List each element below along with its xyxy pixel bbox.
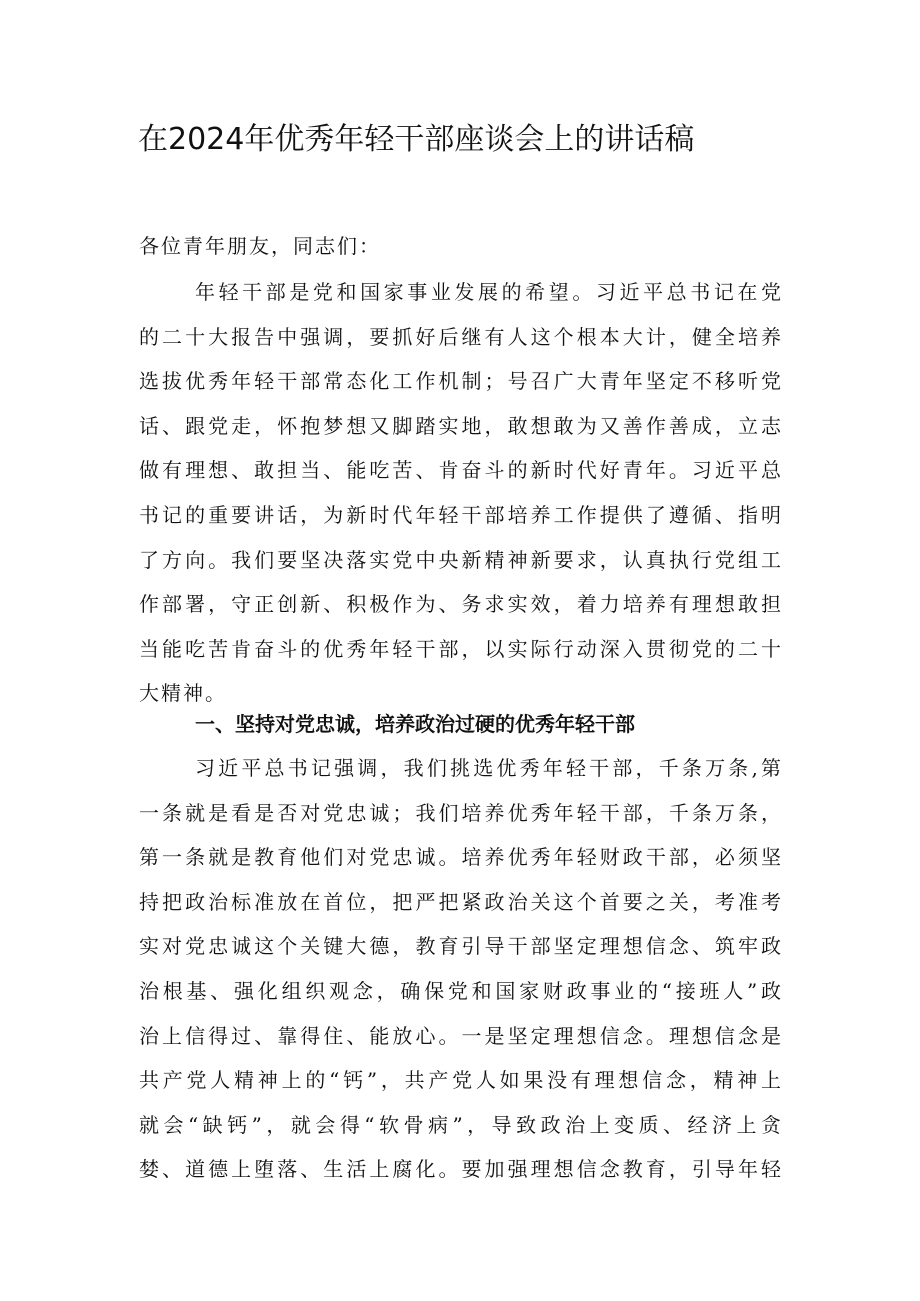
paragraph-line: 年轻干部是党和国家事业发展的希望。习近平总书记在党	[195, 280, 781, 304]
paragraph-line: 治根基、强化组织观念，确保党和国家财政事业的“接班人”政	[139, 978, 781, 1003]
paragraph-line: 习近平总书记强调，我们挑选优秀年轻干部，千条万条,第	[195, 756, 781, 780]
paragraph-line: 持把政治标准放在首位，把严把紧政治关这个首要之关，考准考	[139, 889, 781, 914]
paragraph-section1	[139, 746, 781, 1192]
paragraph-line: 大精神。	[139, 681, 227, 706]
paragraph-line: 婪、道德上堕落、生活上腐化。要加强理想信念教育，引导年轻	[139, 1157, 781, 1182]
greeting: 各位青年朋友，同志们：	[139, 234, 381, 258]
paragraph-line: 治上信得过、靠得住、能放心。一是坚定理想信念。理想信念是	[139, 1023, 781, 1048]
paragraph-line: 作部署，守正创新、积极作为、务求实效，着力培养有理想敢担	[139, 592, 781, 617]
section-heading: 一、坚持对党忠诚，培养政治过硬的优秀年轻干部	[195, 712, 635, 736]
document-title: 在2024年优秀年轻干部座谈会上的讲话稿	[138, 122, 695, 157]
paragraph-line: 选拔优秀年轻干部常态化工作机制；号召广大青年坚定不移听党	[139, 369, 781, 394]
paragraph-line: 的二十大报告中强调，要抓好后继有人这个根本大计，健全培养	[139, 324, 781, 349]
paragraph-line: 第一条就是教育他们对党忠诚。培养优秀年轻财政干部，必须坚	[139, 845, 781, 870]
paragraph-line: 就会“缺钙”，就会得“软骨病”，导致政治上变质、经济上贪	[139, 1112, 781, 1137]
paragraph-intro	[139, 270, 781, 716]
paragraph-line: 一条就是看是否对党忠诚；我们培养优秀年轻干部，千条万条，	[139, 800, 781, 825]
paragraph-line: 实对党忠诚这个关键大德，教育引导干部坚定理想信念、筑牢政	[139, 934, 781, 959]
paragraph-line: 共产党人精神上的“钙”，共产党人如果没有理想信念，精神上	[139, 1068, 781, 1093]
paragraph-line: 书记的重要讲话，为新时代年轻干部培养工作提供了遵循、指明	[139, 502, 781, 527]
paragraph-line: 话、跟党走，怀抱梦想又脚踏实地，敢想敢为又善作善成，立志	[139, 413, 781, 438]
paragraph-line: 当能吃苦肯奋斗的优秀年轻干部，以实际行动深入贯彻党的二十	[139, 636, 781, 661]
paragraph-line: 了方向。我们要坚决落实党中央新精神新要求，认真执行党组工	[139, 547, 781, 572]
paragraph-line: 做有理想、敢担当、能吃苦、肯奋斗的新时代好青年。习近平总	[139, 458, 781, 483]
